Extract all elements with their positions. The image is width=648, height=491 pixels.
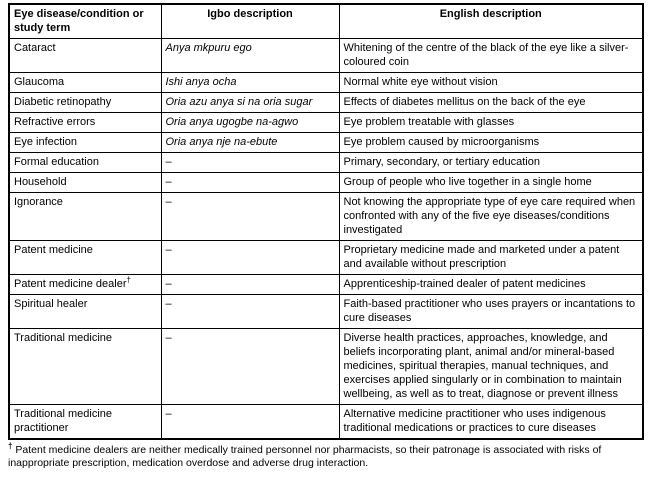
- english-cell: Not knowing the appropriate type of eye care required when confronted with any of the five eye diseases/conditions investigated: [339, 193, 643, 241]
- term-cell: [9, 113, 161, 133]
- english-cell: Proprietary medicine made and marketed under a patent and available without prescription: [339, 241, 643, 275]
- definitions-table: [8, 3, 644, 440]
- term-cell: [9, 153, 161, 173]
- igbo-cell: –: [161, 405, 339, 440]
- table-header: [9, 4, 643, 39]
- term-label: Cataract: [14, 42, 56, 54]
- table-row: [9, 295, 643, 329]
- table-row: [9, 329, 643, 405]
- header-igbo: Igbo description: [161, 4, 339, 39]
- table-row: [9, 113, 643, 133]
- table-row: [9, 241, 643, 275]
- term-cell: [9, 133, 161, 153]
- english-cell: Effects of diabetes mellitus on the back of the eye: [339, 93, 643, 113]
- english-cell: Eye problem treatable with glasses: [339, 113, 643, 133]
- table-row: [9, 133, 643, 153]
- footnote: [8, 441, 642, 470]
- table-row: [9, 153, 643, 173]
- term-cell: [9, 275, 161, 295]
- igbo-cell: –: [161, 329, 339, 405]
- dagger-marker: †: [8, 441, 13, 451]
- term-label: Ignorance: [14, 196, 63, 208]
- table-row: [9, 275, 643, 295]
- term-cell: [9, 329, 161, 405]
- table-row: [9, 39, 643, 73]
- header-row: [9, 4, 643, 39]
- term-label: Eye infection: [14, 136, 77, 148]
- term-label: Glaucoma: [14, 76, 65, 88]
- igbo-cell: Ishi anya ocha: [161, 73, 339, 93]
- term-label: Traditional medicine practitioner: [14, 408, 113, 434]
- igbo-cell: –: [161, 153, 339, 173]
- term-label: Patent medicine: [14, 244, 93, 256]
- term-label: Diabetic retinopathy: [14, 96, 112, 108]
- table-row: [9, 405, 643, 440]
- english-cell: Faith-based practitioner who uses prayers or incantations to cure diseases: [339, 295, 643, 329]
- header-english: English description: [339, 4, 643, 39]
- igbo-cell: Oria azu anya si na oria sugar: [161, 93, 339, 113]
- term-cell: [9, 193, 161, 241]
- igbo-cell: –: [161, 295, 339, 329]
- header-term: Eye disease/condition or study term: [9, 4, 161, 39]
- english-cell: Group of people who live together in a single home: [339, 173, 643, 193]
- table-row: [9, 73, 643, 93]
- igbo-cell: Oria anya ugogbe na-agwo: [161, 113, 339, 133]
- english-cell: Alternative medicine practitioner who uses indigenous traditional medications or practices to cure diseases: [339, 405, 643, 440]
- term-cell: [9, 405, 161, 440]
- term-label: Formal education: [14, 156, 99, 168]
- term-label: Patent medicine dealer: [14, 278, 127, 290]
- table-body: [9, 39, 643, 440]
- term-cell: [9, 39, 161, 73]
- english-cell: Whitening of the centre of the black of the eye like a silver-coloured coin: [339, 39, 643, 73]
- term-label: Refractive errors: [14, 116, 96, 128]
- term-cell: [9, 73, 161, 93]
- english-cell: Eye problem caused by microorganisms: [339, 133, 643, 153]
- english-cell: Primary, secondary, or tertiary education: [339, 153, 643, 173]
- term-cell: [9, 295, 161, 329]
- igbo-cell: –: [161, 193, 339, 241]
- term-label: Household: [14, 176, 67, 188]
- term-label: Traditional medicine: [14, 332, 113, 344]
- igbo-cell: –: [161, 275, 339, 295]
- term-cell: [9, 173, 161, 193]
- igbo-cell: Oria anya nje na-ebute: [161, 133, 339, 153]
- igbo-cell: –: [161, 241, 339, 275]
- table-row: [9, 173, 643, 193]
- term-cell: [9, 241, 161, 275]
- table-row: [9, 193, 643, 241]
- term-label: Spiritual healer: [14, 298, 88, 310]
- term-cell: [9, 93, 161, 113]
- english-cell: Normal white eye without vision: [339, 73, 643, 93]
- dagger-marker: †: [126, 275, 131, 285]
- english-cell: Diverse health practices, approaches, knowledge, and beliefs incorporating plant, animal and/or mineral-based medicines, spiritual therapies, manual techniques, and exercises applied singularly or in combination to maintain wellbeing, as well as to treat, diagnose or prevent illness: [339, 329, 643, 405]
- igbo-cell: Anya mkpuru ego: [161, 39, 339, 73]
- table-row: [9, 93, 643, 113]
- english-cell: Apprenticeship-trained dealer of patent medicines: [339, 275, 643, 295]
- igbo-cell: –: [161, 173, 339, 193]
- footnote-text: Patent medicine dealers are neither medically trained personnel nor pharmacists, so their patronage is associated with risks of inappropriate prescription, medication overdose and adverse drug interaction.: [8, 444, 602, 469]
